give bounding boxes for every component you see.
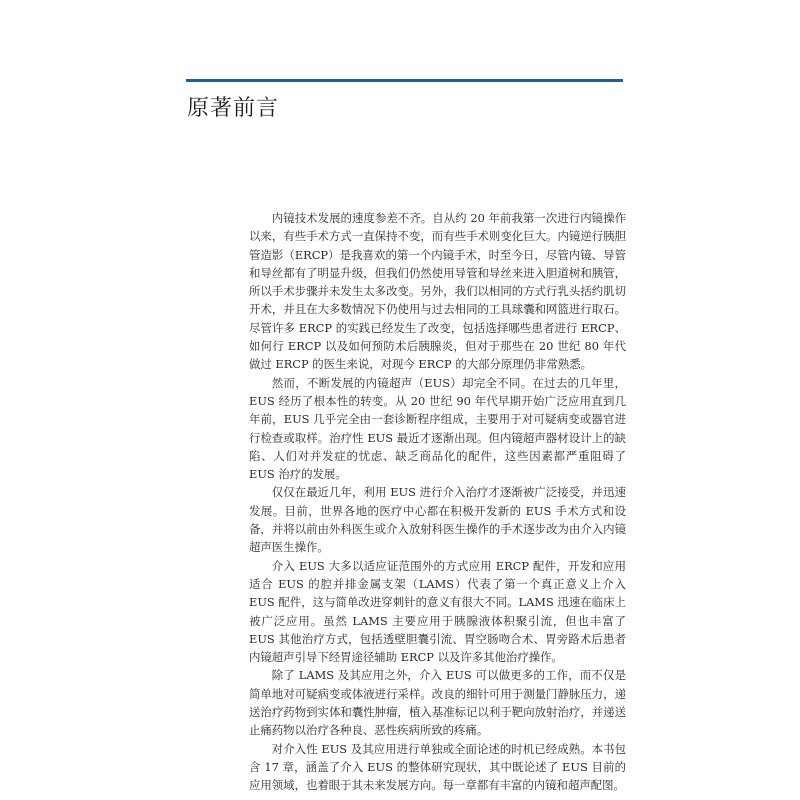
paragraph-5: 除了 LAMS 及其应用之外，介入 EUS 可以做更多的工作，而不仅是简单地对可疑病变或体液进行采样。改良的细针可用于测量门静脉压力，递送治疗药物到实体和囊性肿瘤，植入基准标记以利于靶向放射治疗，并递送止痛药物以治疗各种良、恶性疾病所致的疼痛。 xyxy=(249,668,626,738)
paragraph-1: 内镜技术发展的速度参差不齐。自从约 20 年前我第一次进行内镜操作以来，有些手术方式一直保持不变，而有些手术则变化巨大。内镜逆行胰胆管造影（ERCP）是我喜欢的第一个内镜手术，时至今日，尽管内镜、导管和导丝都有了明显升级，但我们仍然使用导管和导丝来进入胆道树和胰管，所以手术步骤并未发生太多改变。另外，我们以相同的方式行乳头括约肌切开术，并且在大多数情况下仍使用与过去相同的工具球囊和网篮进行取石。尽管许多 ERCP 的实践已经发生了改变，包括选择哪些患者进行 ERCP、如何行 ERCP 以及如何预防术后胰腺炎，但对于那些在 20 世纪 80 年代做过 ERCP 的医生来说，对现今 ERCP 的大部分原理仍非常熟悉。 xyxy=(249,211,626,372)
page-title: 原著前言 xyxy=(187,96,280,121)
paragraph-4: 介入 EUS 大多以适应证范围外的方式应用 ERCP 配件，开发和应用适合 EUS 的腔并排金属支架（LAMS）代表了第一个真正意义上介入 EUS 配件，这与简单改进穿刺针的意义有很大不同。LAMS 迅速在临床上被广泛应用。虽然 LAMS 主要应用于胰腺液体积聚引流，但也丰富了 EUS 其他治疗方式，包括透壁胆囊引流、胃空肠吻合术、胃旁路术后患者内镜超声引导下经胃途径辅助 ERCP 以及许多其他治疗操作。 xyxy=(249,558,626,665)
paragraph-3: 仅仅在最近几年，利用 EUS 进行介入治疗才逐渐被广泛接受，并迅速发展。目前，世界各地的医疗中心都在积极开发新的 EUS 手术方式和设备，并将以前由外科医生或介入放射科医生操作的手术逐步改为由介入内镜超声医生操作。 xyxy=(249,485,626,555)
header-rule xyxy=(186,79,623,82)
preface-body xyxy=(249,209,626,795)
paragraph-6: 对介入性 EUS 及其应用进行单独或全面论述的时机已经成熟。本书包含 17 章，涵盖了介入 EUS 的整体研究现状，其中既论述了 EUS 目前的应用领域，也着眼于其未来发展方向。每一章都有丰富的内镜和超声配图。 xyxy=(249,741,626,793)
paragraph-2: 然而，不断发展的内镜超声（EUS）却完全不同。在过去的几年里，EUS 经历了根本性的转变。从 20 世纪 90 年代早期开始广泛应用直到几年前，EUS 几乎完全由一套诊断程序组成，主要用于对可疑病变或器官进行检查或取样。治疗性 EUS 最近才逐渐出现。但内镜超声器材设计上的缺陷、人们对并发症的忧虑、缺乏商品化的配件，这些因素都严重阻碍了 EUS 治疗的发展。 xyxy=(249,375,626,482)
